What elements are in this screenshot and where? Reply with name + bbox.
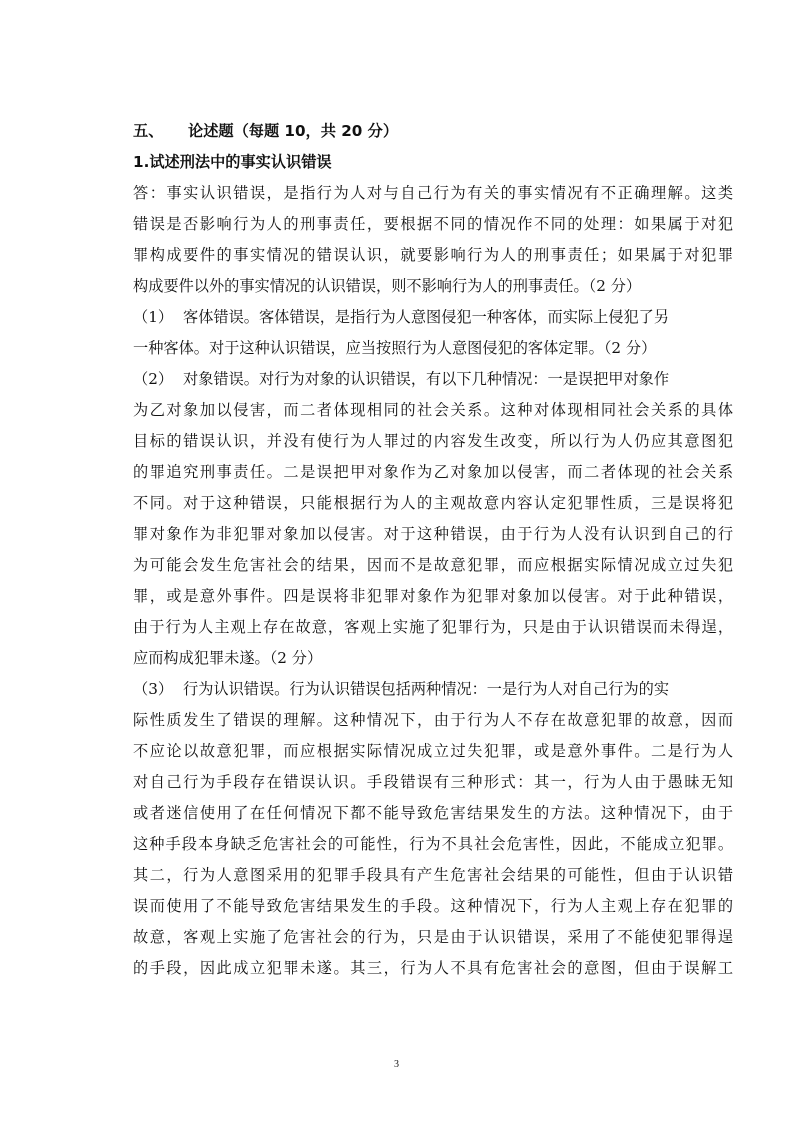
item2-line: 目标的错误认识，并没有使行为人罪过的内容发生改变，所以行为人仍应其意图犯: [133, 432, 733, 450]
item2-line: 的罪追究刑事责任。二是误把甲对象作为乙对象加以侵害，而二者体现的社会关系: [133, 463, 733, 481]
item2-line: 罪对象作为非犯罪对象加以侵害。对于这种错误，由于行为人没有认识到自己的行: [133, 525, 733, 543]
item-number: （2）: [133, 370, 174, 388]
answer-line: 答：事实认识错误，是指行为人对与自己行为有关的事实情况有不正确理解。这类: [133, 184, 733, 202]
answer-line: 错误是否影响行为人的刑事责任，要根据不同的情况作不同的处理：如果属于对犯: [133, 215, 733, 233]
item3-line: 其二，行为人意图采用的犯罪手段具有产生危害社会结果的可能性，但由于认识错: [133, 866, 733, 884]
item3-line: 故意，客观上实施了危害社会的行为，只是由于认识错误，采用了不能使犯罪得逞: [133, 928, 733, 946]
item2-line: 罪，或是意外事件。四是误将非犯罪对象作为犯罪对象加以侵害。对于此种错误，: [133, 587, 733, 605]
item-text: 行为认识错误。行为认识错误包括两种情况：一是行为人对自己行为的实: [183, 680, 669, 698]
item2-line: 不同。对于这种错误，只能根据行为人的主观故意内容认定犯罪性质，三是误将犯: [133, 494, 733, 512]
item1-first-line: [133, 307, 733, 327]
section-title: 论述题（每题 10，共 20 分）: [188, 122, 399, 140]
item3-line: 误而使用了不能导致危害结果发生的手段。这种情况下，行为人主观上存在犯罪的: [133, 897, 733, 915]
item-number: （1）: [133, 308, 174, 326]
item2-line: 为乙对象加以侵害，而二者体现相同的社会关系。这种对体现相同社会关系的具体: [133, 401, 733, 419]
item2-first-line: [133, 369, 733, 389]
item-text: 对象错误。对行为对象的认识错误，有以下几种情况：一是误把甲对象作: [183, 370, 669, 388]
item-text: 客体错误。客体错误，是指行为人意图侵犯一种客体，而实际上侵犯了另: [183, 308, 669, 326]
item2-line: 为可能会发生危害社会的结果，因而不是故意犯罪，而应根据实际情况成立过失犯: [133, 556, 733, 574]
question-title: 1.试述刑法中的事实认识错误: [133, 153, 332, 171]
item3-line: 对自己行为手段存在错误认识。手段错误有三种形式：其一，行为人由于愚昧无知: [133, 773, 733, 791]
item3-line: 或者迷信使用了在任何情况下都不能导致危害结果发生的方法。这种情况下，由于: [133, 804, 733, 822]
page-number: 3: [394, 1059, 399, 1070]
item1-line: 一种客体。对于这种认识错误，应当按照行为人意图侵犯的客体定罪。（2 分）: [133, 339, 657, 357]
answer-line: 构成要件以外的事实情况的认识错误，则不影响行为人的刑事责任。（2 分）: [133, 277, 642, 295]
item3-line: 不应论以故意犯罪，而应根据实际情况成立过失犯罪，或是意外事件。二是行为人: [133, 742, 733, 760]
section-number: 五、: [133, 122, 164, 140]
answer-line: 罪构成要件的事实情况的错误认识，就要影响行为人的刑事责任；如果属于对犯罪: [133, 246, 733, 264]
section-heading: [133, 121, 733, 141]
item3-first-line: [133, 679, 733, 699]
item3-line: 这种手段本身缺乏危害社会的可能性，行为不具社会危害性，因此，不能成立犯罪。: [133, 835, 733, 853]
item2-line: 应而构成犯罪未遂。（2 分）: [133, 649, 323, 667]
item3-line: 际性质发生了错误的理解。这种情况下，由于行为人不存在故意犯罪的故意，因而: [133, 711, 733, 729]
item3-line: 的手段，因此成立犯罪未遂。其三，行为人不具有危害社会的意图，但由于误解工: [133, 959, 733, 977]
item2-line: 由于行为人主观上存在故意，客观上实施了犯罪行为，只是由于认识错误而未得逞，: [133, 618, 733, 636]
item-number: （3）: [133, 680, 174, 698]
